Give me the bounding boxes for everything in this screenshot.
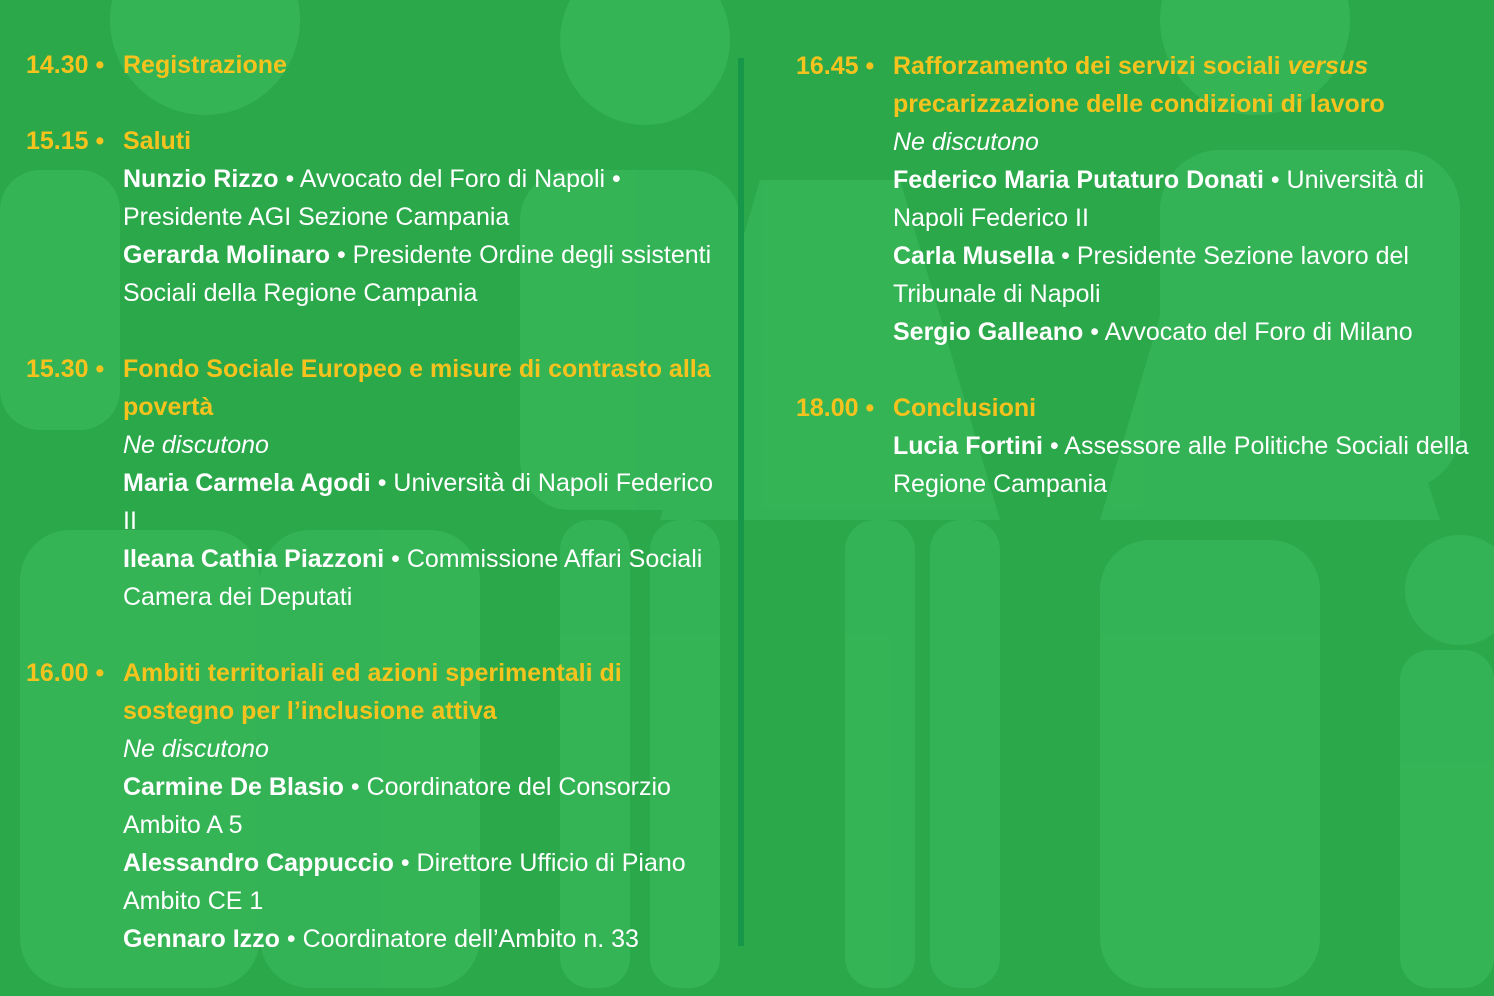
- discussion-label: Ne discutono: [123, 431, 269, 459]
- agenda-item: [26, 350, 716, 616]
- speaker-name: Carla Musella: [893, 242, 1055, 270]
- agenda-content: [123, 350, 716, 616]
- agenda-title: [893, 47, 1486, 123]
- agenda-title-text: Ambiti territoriali ed azioni sperimentali di sostegno per l’inclusione attiva: [123, 659, 622, 725]
- agenda-title-text: Rafforzamento dei servizi sociali: [893, 52, 1288, 80]
- speaker: [893, 427, 1486, 503]
- speaker-name: Sergio Galleano: [893, 318, 1084, 346]
- agenda-time: 15.30 •: [26, 355, 105, 383]
- speaker-role: • Direttore Ufficio di Piano Ambito CE 1: [123, 849, 686, 915]
- agenda-item: [26, 122, 716, 312]
- speaker-name: Carmine De Blasio: [123, 773, 344, 801]
- speaker: [123, 540, 716, 616]
- speaker: [123, 768, 716, 844]
- agenda-time: 15.15 •: [26, 127, 105, 155]
- agenda-title-text: Fondo Sociale Europeo e misure di contrasto alla povertà: [123, 355, 711, 421]
- silhouette-head: [1405, 535, 1494, 645]
- agenda-content: [123, 654, 716, 958]
- agenda-title-italic: versus: [1287, 52, 1369, 80]
- speaker-name: Maria Carmela Agodi: [123, 469, 371, 497]
- speaker: [893, 161, 1486, 237]
- agenda-content: [123, 46, 716, 84]
- speaker: [123, 844, 716, 920]
- agenda-title-text: Conclusioni: [893, 394, 1037, 422]
- agenda-item: [796, 389, 1486, 503]
- agenda-content: [893, 389, 1486, 503]
- left-column: [26, 46, 716, 996]
- agenda-title-text: Registrazione: [123, 51, 287, 79]
- agenda-title: [123, 350, 716, 426]
- agenda-title: [123, 654, 716, 730]
- speaker: [123, 160, 716, 236]
- speaker-name: Ileana Cathia Piazzoni: [123, 545, 385, 573]
- agenda-content: [123, 122, 716, 312]
- speaker-role: • Presidente Sezione lavoro del Tribunale di Napoli: [893, 242, 1409, 308]
- speaker: [123, 236, 716, 312]
- silhouette-body: [1100, 540, 1320, 988]
- speaker-name: Lucia Fortini: [893, 432, 1043, 460]
- agenda-time: 16.00 •: [26, 659, 105, 687]
- speaker: [893, 313, 1486, 351]
- speaker-role: • Avvocato del Foro di Napoli • Presidente AGI Sezione Campania: [123, 165, 621, 231]
- speaker-name: Gennaro Izzo: [123, 925, 280, 953]
- discussion-label: Ne discutono: [123, 735, 269, 763]
- agenda-title: [123, 46, 716, 84]
- silhouette-leg: [930, 520, 1000, 988]
- agenda-time: 18.00 •: [796, 394, 875, 422]
- agenda-time: 16.45 •: [796, 52, 875, 80]
- speaker-role: • Coordinatore del Consorzio Ambito A 5: [123, 773, 671, 839]
- agenda-title-text: precarizzazione delle condizioni di lavoro: [893, 90, 1385, 118]
- right-column: [796, 47, 1486, 541]
- speaker-name: Gerarda Molinaro: [123, 241, 330, 269]
- speaker-role: • Avvocato del Foro di Milano: [1083, 318, 1413, 346]
- speaker-role: • Assessore alle Politiche Sociali della Regione Campania: [893, 432, 1469, 498]
- agenda-title: [123, 122, 716, 160]
- speaker-role: • Commissione Affari Sociali Camera dei Deputati: [123, 545, 703, 611]
- speaker: [893, 237, 1486, 313]
- speaker-name: Federico Maria Putaturo Donati: [893, 166, 1264, 194]
- agenda-item: [796, 47, 1486, 351]
- speaker-role: • Coordinatore dell’Ambito n. 33: [279, 925, 639, 953]
- agenda-item: [26, 46, 716, 84]
- speaker-name: Nunzio Rizzo: [123, 165, 279, 193]
- agenda-title: [893, 389, 1486, 427]
- speaker: [123, 464, 716, 540]
- silhouette-leg: [845, 520, 915, 988]
- column-divider: [738, 58, 744, 946]
- agenda-content: [893, 47, 1486, 351]
- discussion-label: Ne discutono: [893, 128, 1039, 156]
- speaker-name: Alessandro Cappuccio: [123, 849, 394, 877]
- speaker-role: • Università di Napoli Federico II: [893, 166, 1425, 232]
- agenda-time: 14.30 •: [26, 51, 105, 79]
- agenda-title-text: Saluti: [123, 127, 192, 155]
- speaker: [123, 920, 716, 958]
- speaker-role: • Presidente Ordine degli ssistenti Sociali della Regione Campania: [123, 241, 712, 307]
- agenda-item: [26, 654, 716, 958]
- silhouette-body: [1400, 650, 1494, 988]
- speaker-role: • Università di Napoli Federico II: [123, 469, 713, 535]
